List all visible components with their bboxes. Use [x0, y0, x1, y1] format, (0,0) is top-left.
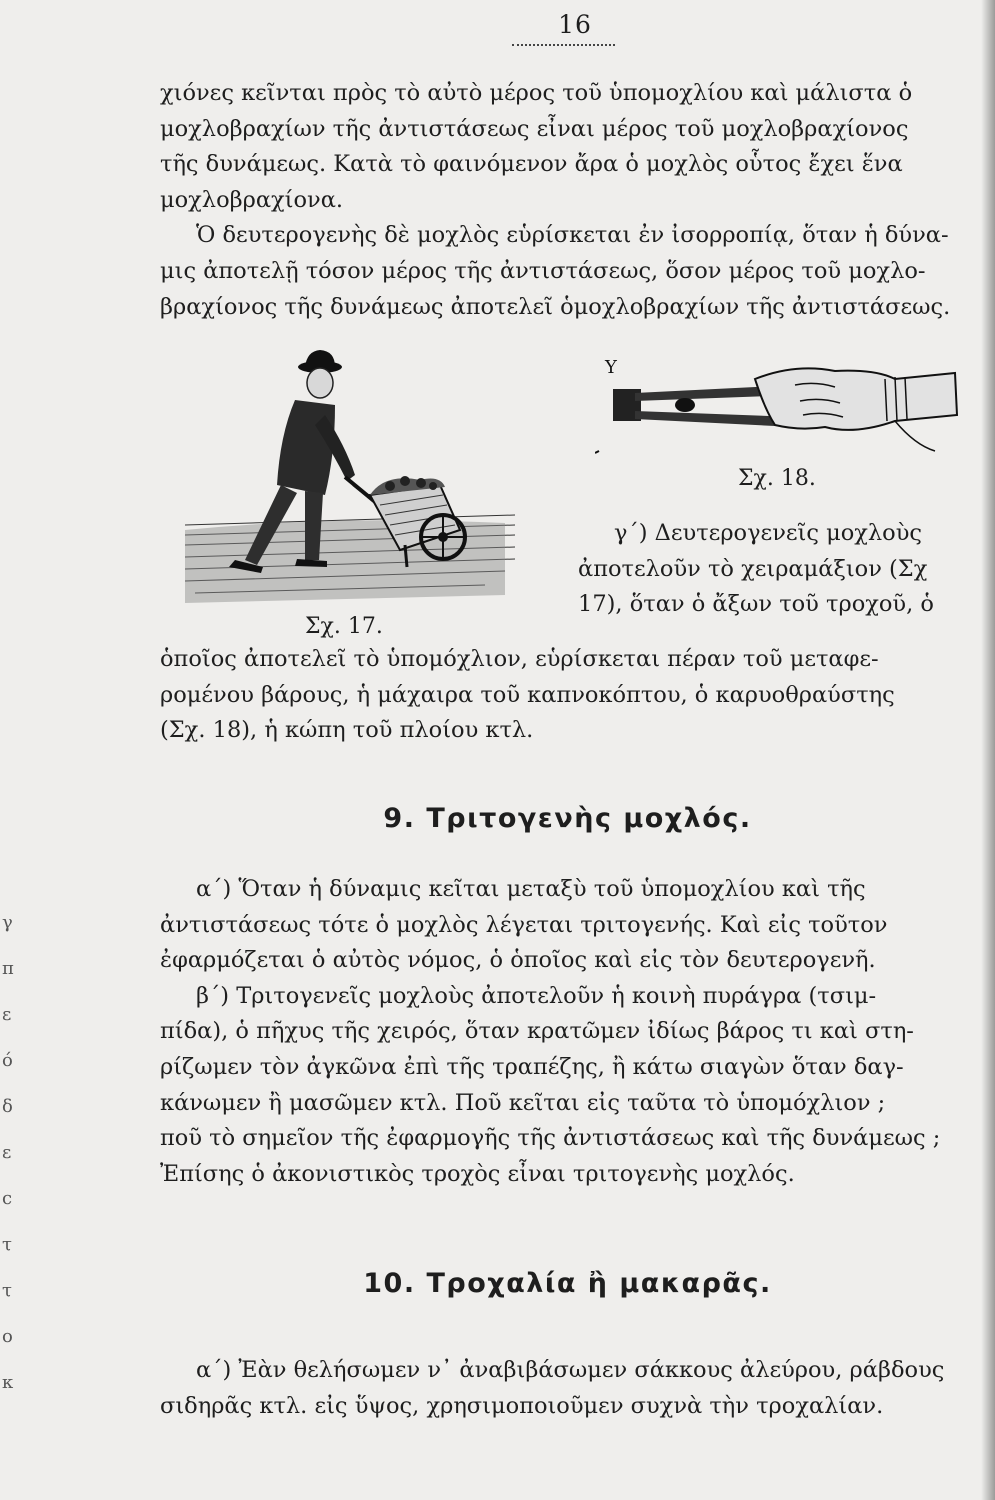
text-line: βραχίονος τῆς δυνάμεως ἀποτελεῖ ὁμοχλοβραχίων τῆς ἀντιστάσεως. [160, 293, 951, 320]
text-line: μοχλοβραχίονα. [160, 186, 344, 213]
text-line: μοχλοβραχίων τῆς ἀντιστάσεως εἶναι μέρος τοῦ μοχλοβραχίονος [160, 115, 909, 142]
section-9-heading: 9. Τριτογενὴς μοχλός. [383, 803, 752, 834]
text-line: 17), ὅταν ὁ ἄξων τοῦ τροχοῦ, ὁ [578, 591, 934, 618]
margin-marks [2, 900, 20, 1406]
margin-mark: δ [2, 1096, 13, 1117]
text-line: α΄) Ὅταν ἡ δύναμις κεῖται μεταξὺ τοῦ ὑπομοχλίου καὶ τῆς [196, 876, 866, 902]
text-line: Ὁ δευτερογενὴς δὲ μοχλὸς εὑρίσκεται ἐν ἰσορροπίᾳ, ὅταν ἡ δύνα- [196, 222, 949, 249]
text-line: τῆς δυνάμεως. Κατὰ τὸ φαινόμενον ἄρα ὁ μοχλὸς οὗτος ἔχει ἕνα [160, 151, 903, 178]
margin-mark: τ [2, 1280, 12, 1301]
text-line: ποῦ τὸ σημεῖον τῆς ἐφαρμογῆς τῆς ἀντιστάσεως καὶ τῆς δυνάμεως ; [160, 1125, 941, 1152]
nutcracker-figure [595, 355, 965, 455]
section-9-text [160, 872, 975, 1192]
page-edge-shadow [981, 0, 995, 1500]
text-line: πίδα), ὁ πῆχυς τῆς χειρός, ὅταν κρατῶμεν ἰδίως βάρος τι καὶ στη- [160, 1018, 914, 1045]
margin-mark: γ [2, 912, 13, 933]
text-line: ὁποῖος ἀποτελεῖ τὸ ὑπομόχλιον, εὑρίσκεται πέραν τοῦ μεταφε- [160, 646, 879, 672]
text-line: κάνωμεν ἢ μασῶμεν κτλ. Ποῦ κεῖται εἰς ταῦτα τὸ ὑπομόχλιον ; [160, 1089, 886, 1116]
margin-mark: ό [2, 1050, 13, 1071]
margin-mark: κ [2, 1372, 14, 1393]
text-line: ἀντιστάσεως τότε ὁ μοχλὸς λέγεται τριτογενής. Καὶ εἰς τοῦτον [160, 911, 888, 938]
text-line: ρομένου βάρους, ἡ μάχαιρα τοῦ καπνοκόπτου, ὁ καρυοθραύστης [160, 681, 895, 708]
margin-mark: ο [2, 1326, 13, 1347]
text-line: ρίζωμεν τὸν ἀγκῶνα ἐπὶ τῆς τραπέζης, ἢ κάτω σιαγὼν ὅταν δαγ- [160, 1053, 904, 1080]
section-10-heading: 10. Τροχαλία ἢ μακαρᾶς. [363, 1268, 772, 1299]
wheelbarrow-figure [185, 345, 520, 615]
margin-mark: ε [2, 1004, 12, 1025]
margin-mark: c [2, 1188, 13, 1209]
section-10-text [160, 1353, 975, 1424]
text-line: σιδηρᾶς κτλ. εἰς ὕψος, χρησιμοποιοῦμεν συχνὰ τὴν τροχαλίαν. [160, 1392, 884, 1419]
text-line: β΄) Τριτογενεῖς μοχλοὺς ἀποτελοῦν ἡ κοινὴ πυράγρα (τσιμ- [196, 982, 877, 1009]
right-column-text [578, 516, 975, 623]
text-line: (Σχ. 18), ἡ κώπη τοῦ πλοίου κτλ. [160, 717, 534, 744]
figure-17-caption: Σχ. 17. [305, 614, 383, 639]
text-line: ἐφαρμόζεται ὁ αὐτὸς νόμος, ὁ ὁποῖος καὶ εἰς τὸν δευτερογενῆ. [160, 947, 876, 974]
text-line: χιόνες κεῖνται πρὸς τὸ αὐτὸ μέρος τοῦ ὑπομοχλίου καὶ μάλιστα ὁ [160, 80, 913, 106]
text-line: α΄) Ἐὰν θελήσωμεν ν᾽ ἀναβιβάσωμεν σάκκους ἀλεύρου, ράβδους [196, 1357, 945, 1383]
text-line: γ΄) Δευτερογενεῖς μοχλοὺς [614, 520, 922, 546]
intro-text [160, 76, 975, 325]
text-line: μις ἀποτελῇ τόσον μέρος τῆς ἀντιστάσεως, ὅσον μέρος τοῦ μοχλο- [160, 257, 926, 284]
page-number-rule [512, 44, 615, 46]
margin-mark: ε [2, 1142, 12, 1163]
margin-mark: τ [2, 1234, 12, 1255]
figure-18-letter: Υ [605, 357, 617, 378]
figure-18-caption: Σχ. 18. [738, 466, 816, 491]
text-line: Ἐπίσης ὁ ἀκονιστικὸς τροχὸς εἶναι τριτογενὴς μοχλός. [160, 1160, 795, 1187]
continued-text [160, 642, 975, 749]
margin-mark: π [2, 958, 14, 979]
page-number: 16 [558, 10, 592, 39]
text-line: ἀποτελοῦν τὸ χειραμάξιον (Σχ [578, 555, 928, 582]
